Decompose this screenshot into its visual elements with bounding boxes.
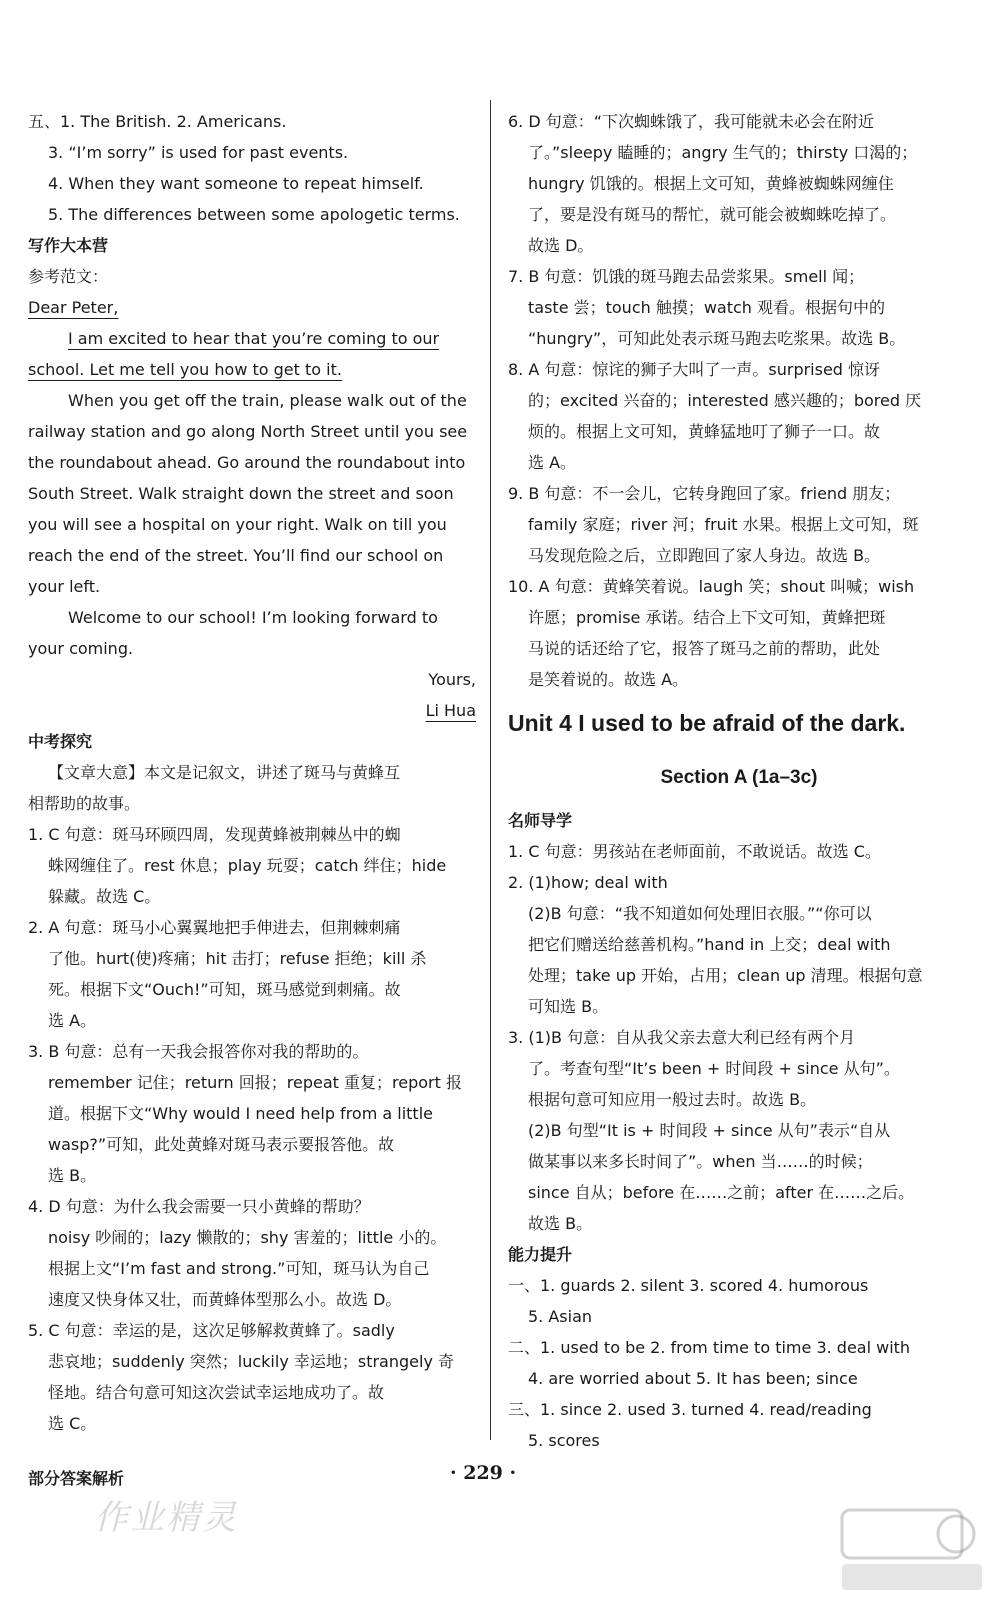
left-line: Welcome to our school! I’m looking forward to	[68, 608, 438, 627]
right-bottom-line: since 自从；before 在……之前；after 在……之后。	[528, 1183, 915, 1202]
right-bottom-line: 3. (1)B 句意：自从我父亲去意大利已经有两个月	[508, 1028, 856, 1047]
left-line: 怪地。结合句意可知这次尝试幸运地成功了。故	[48, 1383, 385, 1402]
right-column	[508, 106, 970, 1456]
left-line: 选 A。	[48, 1011, 97, 1030]
right-bottom-line: 一、1. guards 2. silent 3. scored 4. humorous	[508, 1276, 869, 1295]
right-bottom-line: 名师导学	[508, 811, 573, 830]
left-line: 相帮助的故事。	[28, 794, 141, 813]
left-line: 悲哀地；suddenly 突然；luckily 幸运地；strangely 奇	[48, 1352, 455, 1371]
left-line: 5. The differences between some apologetic terms.	[48, 205, 460, 224]
right-bottom-line: 做某事以来多长时间了”。when 当……的时候；	[528, 1152, 873, 1171]
right-bottom-line: 把它们赠送给慈善机构。”hand in 上交；deal with	[528, 935, 891, 954]
left-line: 速度又快身体又壮，而黄蜂体型那么小。故选 D。	[48, 1290, 402, 1309]
right-answers-continued	[508, 106, 970, 695]
watermark-text: 作业精灵	[94, 1498, 238, 1538]
left-line: 五、1. The British. 2. Americans.	[28, 112, 287, 131]
left-line: your left.	[28, 577, 101, 596]
right-bottom-line: 故选 B。	[528, 1214, 593, 1233]
left-line: 了他。hurt(使)疼痛；hit 击打；refuse 拒绝；kill 杀	[48, 949, 427, 968]
right-top-line: taste 尝；touch 触摸；watch 观看。根据句中的	[528, 298, 886, 317]
left-line: 中考探究	[28, 732, 93, 751]
right-top-line: 烦的。根据上文可知，黄蜂猛地叮了狮子一口。故	[528, 422, 881, 441]
left-line: you will see a hospital on your right. Walk on till you	[28, 515, 447, 534]
right-answers-unit4	[508, 805, 970, 1456]
left-line: 2. A 句意：斑马小心翼翼地把手伸进去，但荆棘刺痛	[28, 918, 401, 937]
left-line: 选 C。	[48, 1414, 97, 1433]
right-top-line: 7. B 句意：饥饿的斑马跑去品尝浆果。smell 闻；	[508, 267, 865, 286]
right-bottom-line: 5. scores	[528, 1431, 600, 1450]
left-line: 参考范文：	[28, 267, 109, 286]
left-line: 死。根据下文“Ouch!”可知，斑马感觉到刺痛。故	[48, 980, 401, 999]
left-line: reach the end of the street. You’ll find our school on	[28, 546, 444, 565]
right-bottom-line: 根据句意可知应用一般过去时。故选 B。	[528, 1090, 817, 1109]
right-bottom-line: 2. (1)how; deal with	[508, 873, 668, 892]
left-line: wasp?”可知，此处黄蜂对斑马表示要报答他。故	[48, 1135, 395, 1154]
right-top-line: “hungry”，可知此处表示斑马跑去吃浆果。故选 B。	[528, 329, 906, 348]
right-top-line: 故选 D。	[528, 236, 594, 255]
left-line: When you get off the train, please walk out of the	[68, 391, 467, 410]
left-line: 道。根据下文“Why would I need help from a little	[48, 1104, 433, 1123]
column-divider	[490, 100, 491, 1440]
right-top-line: hungry 饥饿的。根据上文可知，黄蜂被蜘蛛网缠住	[528, 174, 894, 193]
right-bottom-line: 三、1. since 2. used 3. turned 4. read/reading	[508, 1400, 872, 1419]
right-top-line: family 家庭；river 河；fruit 水果。根据上文可知，斑	[528, 515, 919, 534]
left-line: South Street. Walk straight down the street and soon	[28, 484, 454, 503]
right-bottom-line: (2)B 句型“It is + 时间段 + since 从句”表示“自从	[528, 1121, 891, 1140]
left-line: 4. When they want someone to repeat himself.	[48, 174, 424, 193]
right-bottom-line: (2)B 句意：“我不知道如何处理旧衣服。”“你可以	[528, 904, 872, 923]
right-top-line: 10. A 句意：黄蜂笑着说。laugh 笑；shout 叫喊；wish	[508, 577, 915, 596]
right-top-line: 许愿；promise 承诺。结合上下文可知，黄蜂把斑	[528, 608, 886, 627]
unit-title: Unit 4 I used to be afraid of the dark.	[508, 710, 906, 736]
left-line: Yours,	[428, 670, 476, 689]
right-top-line: 8. A 句意：惊诧的狮子大叫了一声。surprised 惊讶	[508, 360, 881, 379]
left-line: 5. C 句意：幸运的是，这次足够解救黄蜂了。sadly	[28, 1321, 395, 1340]
right-top-line: 了。”sleepy 瞌睡的；angry 生气的；thirsty 口渴的；	[528, 143, 918, 162]
right-bottom-line: 可知选 B。	[528, 997, 609, 1016]
left-line: 选 B。	[48, 1166, 97, 1185]
right-top-line: 选 A。	[528, 453, 577, 472]
left-line: Li Hua	[425, 701, 476, 720]
left-line: 3. “I’m sorry” is used for past events.	[48, 143, 349, 162]
right-top-line: 马说的话还给了它，报答了斑马之前的帮助，此处	[528, 639, 881, 658]
left-line: railway station and go along North Street until you see	[28, 422, 468, 441]
left-line: 3. B 句意：总有一天我会报答你对我的帮助的。	[28, 1042, 369, 1061]
right-bottom-line: 1. C 句意：男孩站在老师面前，不敢说话。故选 C。	[508, 842, 881, 861]
right-top-line: 6. D 句意：“下次蜘蛛饿了，我可能就未必会在附近	[508, 112, 875, 131]
page-number: · 229 ·	[450, 1462, 517, 1484]
right-bottom-line: 4. are worried about 5. It has been; since	[528, 1369, 858, 1388]
left-line: Dear Peter,	[28, 298, 119, 317]
left-line: the roundabout ahead. Go around the roundabout into	[28, 453, 466, 472]
left-line: 【文章大意】本文是记叙文，讲述了斑马与黄蜂互	[48, 763, 401, 782]
left-line: school. Let me tell you how to get to it.	[28, 360, 342, 379]
left-line: 躲藏。故选 C。	[48, 887, 161, 906]
left-line: noisy 吵闹的；lazy 懒散的；shy 害羞的；little 小的。	[48, 1228, 447, 1247]
left-line: your coming.	[28, 639, 134, 658]
left-line: 4. D 句意：为什么我会需要一只小黄蜂的帮助？	[28, 1197, 370, 1216]
left-line: 蛛网缠住了。rest 休息；play 玩耍；catch 绊住；hide	[48, 856, 447, 875]
right-top-line: 的；excited 兴奋的；interested 感兴趣的；bored 厌	[528, 391, 922, 410]
left-line: 写作大本营	[28, 236, 109, 255]
right-bottom-line: 二、1. used to be 2. from time to time 3. deal with	[508, 1338, 911, 1357]
watermark-logo	[836, 1498, 986, 1598]
left-column	[28, 106, 476, 1439]
left-line: I am excited to hear that you’re coming to our	[68, 329, 440, 348]
left-line: 根据上文“I’m fast and strong.”可知，斑马认为自己	[48, 1259, 430, 1278]
right-bottom-line: 了。考查句型“It’s been + 时间段 + since 从句”。	[528, 1059, 900, 1078]
left-line: 1. C 句意：斑马环顾四周，发现黄蜂被荆棘丛中的蜘	[28, 825, 401, 844]
right-bottom-line: 5. Asian	[528, 1307, 593, 1326]
left-line: remember 记住；return 回报；repeat 重复；report 报	[48, 1073, 462, 1092]
right-bottom-line: 处理；take up 开始，占用；clean up 清理。根据句意	[528, 966, 923, 985]
right-top-line: 是笑着说的。故选 A。	[528, 670, 689, 689]
right-bottom-line: 能力提升	[508, 1245, 573, 1264]
right-top-line: 马发现危险之后，立即跑回了家人身边。故选 B。	[528, 546, 881, 565]
right-top-line: 了，要是没有斑马的帮忙，就可能会被蜘蛛吃掉了。	[528, 205, 897, 224]
section-title: Section A (1a–3c)	[660, 767, 818, 788]
footer-label: 部分答案解析	[28, 1469, 125, 1488]
right-top-line: 9. B 句意：不一会儿，它转身跑回了家。friend 朋友；	[508, 484, 901, 503]
